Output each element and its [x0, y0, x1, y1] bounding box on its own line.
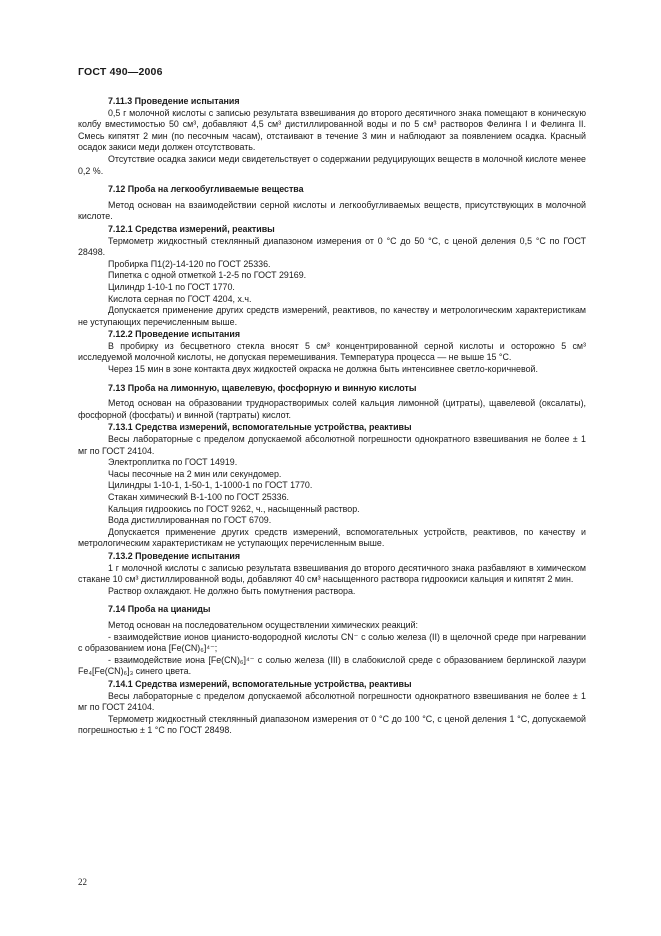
list-item: Весы лабораторные с пределом допускаемой абсолютной погрешности однократного взвешивания не более ± 1 мг по ГОСТ 24104. — [78, 434, 586, 456]
subsection-heading: 7.12.2 Проведение испытания — [108, 329, 241, 340]
list-item: Электроплитка по ГОСТ 14919. — [108, 457, 238, 468]
list-item: Термометр жидкостный стеклянный диапазоном измерения от 0 °С до 50 °С, с ценой деления 0,5 °С по ГОСТ 28498. — [78, 235, 586, 258]
list-item: Часы песочные на 2 мин или секундомер. — [108, 468, 282, 479]
paragraph: 0,5 г молочной кислоты с записью результата взвешивания до второго десятичного знака помещают в коническую колбу вместимостью 50 см³, добавляют 4,5 см³ дистиллированной воды и по 5 см³ растворов Фелинга I и Фелинга II. Смесь кипятят 2 мин (по песочным часам), отстаивают в течение 3 мин и наблюдают за появлением осадка. Красный осадок закиси меди должен отсутствовать. — [78, 107, 586, 153]
section-heading: 7.12 Проба на легкообугливаемые вещества — [108, 184, 304, 195]
paragraph: Раствор охлаждают. Не должно быть помутнения раствора. — [108, 585, 356, 596]
list-item: Цилиндр 1-10-1 по ГОСТ 1770. — [108, 281, 235, 292]
subsection-heading: 7.12.1 Средства измерений, реактивы — [108, 223, 275, 234]
paragraph: В пробирку из бесцветного стекла вносят 5 см³ концентрированной серной кислоты и осторожно 5 см³ исследуемой молочной кислоты, не допуская перемешивания. Температура процесса — не выше 15 °С. — [78, 340, 586, 363]
section-heading: 7.14 Проба на цианиды — [108, 604, 211, 615]
list-item: Кальция гидроокись по ГОСТ 9262, ч., насыщенный раствор. — [108, 503, 360, 514]
list-item: Стакан химический В-1-100 по ГОСТ 25336. — [108, 492, 290, 502]
list-item: Цилиндры 1-10-1, 1-50-1, 1-1000-1 по ГОСТ 1770. — [108, 480, 313, 491]
list-item: Пипетка с одной отметкой 1-2-5 по ГОСТ 29169. — [108, 270, 307, 281]
paragraph: 1 г молочной кислоты с записью результата взвешивания до второго десятичного знака разбавляют в химическом стакане 10 см³ дистиллированной воды, добавляют 40 см³ насыщенного раствора гидроокиси кальция и кипятят 2 мин. — [78, 562, 586, 585]
list-item: Пробирка П1(2)-14-120 по ГОСТ 25336. — [108, 258, 271, 269]
section-heading: 7.11.3 Проведение испытания — [108, 96, 240, 106]
paragraph: Метод основан на последовательном осуществлении химических реакций: — [108, 619, 419, 630]
paragraph: Допускается применение других средств измерений, вспомогательных устройств, реактивов, по качеству и метрологическим характеристикам не уступающих перечисленным выше. — [78, 526, 586, 549]
paragraph: - взаимодействие ионов цианисто-водородной кислоты CN⁻ с солью железа (II) в щелочной среде при нагревании с образованием иона [Fe(CN)₆]⁴⁻; — [78, 631, 586, 654]
document-code: ГОСТ 490—2006 — [78, 66, 163, 78]
paragraph: Метод основан на образовании труднорастворимых солей кальция лимонной (цитраты), щавелевой (оксалаты), фосфорной (фосфаты) и винной (тартраты) кислот. — [78, 398, 586, 420]
document-body — [78, 95, 586, 737]
list-item: Кислота серная по ГОСТ 4204, х.ч. — [108, 293, 252, 304]
paragraph: Допускается применение других средств измерений, реактивов, по качеству и метрологическим характеристикам не уступающих перечисленным выше. — [78, 305, 586, 327]
section-heading: 7.13 Проба на лимонную, щавелевую, фосфорную и винную кислоты — [108, 382, 417, 393]
paragraph: - взаимодействие иона [Fe(CN)₆]⁴⁻ с солью железа (III) в слабокислой среде с образованием берлинской лазури Fe₄[Fe(CN)₆]₃ синего цвета. — [78, 654, 586, 677]
list-item: Весы лабораторные с пределом допускаемой абсолютной погрешности однократного взвешивания не более ± 1 мг по ГОСТ 24104. — [78, 690, 586, 713]
paragraph: Через 15 мин в зоне контакта двух жидкостей окраска не должна быть интенсивнее светло-коричневой. — [108, 364, 538, 375]
list-item: Вода дистиллированная по ГОСТ 6709. — [108, 515, 272, 526]
list-item: Термометр жидкостный стеклянный диапазоном измерения от 0 °С до 100 °С, с ценой деления 1 °С, допускаемой погрешностью ± 1 °С по ГОСТ 28498. — [78, 713, 586, 736]
subsection-heading: 7.13.1 Средства измерений, вспомогательные устройства, реактивы — [108, 422, 412, 433]
subsection-heading: 7.14.1 Средства измерений, вспомогательные устройства, реактивы — [108, 678, 412, 689]
subsection-heading: 7.13.2 Проведение испытания — [108, 550, 241, 561]
paragraph: Отсутствие осадка закиси меди свидетельствует о содержании редуцирующих веществ в молочной кислоте менее 0,2 %. — [78, 153, 586, 176]
page-number: 22 — [78, 877, 87, 887]
paragraph: Метод основан на взаимодействии серной кислоты и легкообугливаемых веществ, присутствующих в молочной кислоте. — [78, 199, 586, 222]
